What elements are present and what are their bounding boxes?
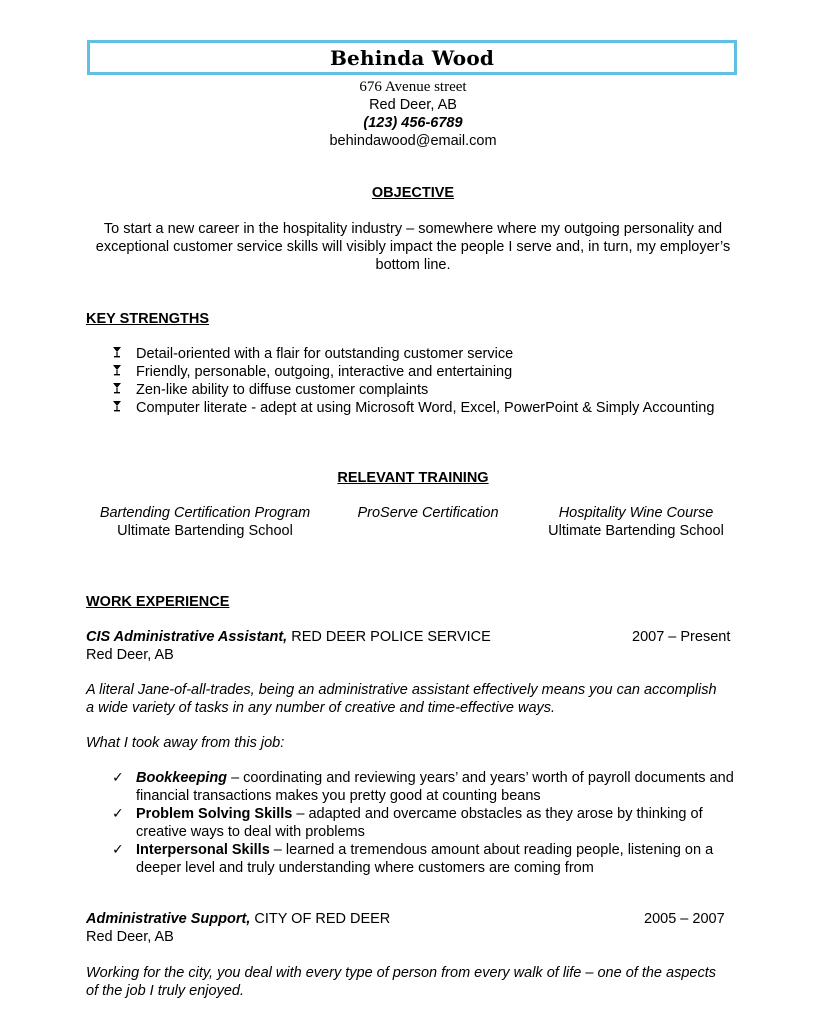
training-item	[340, 504, 516, 522]
job-dates: 2005 – 2007	[644, 911, 725, 927]
training-section	[86, 504, 736, 544]
applicant-name: Behinda Wood	[329, 45, 495, 70]
job-summary: A literal Jane-of-all-trades, being an administrative assistant effectively means you can accomplish a wide variety of tasks in any number of creative and time-effective ways.	[86, 682, 717, 716]
training-item	[536, 504, 736, 540]
name-header-box	[87, 40, 737, 75]
list-item	[112, 805, 742, 841]
martini-glass-icon	[112, 364, 122, 376]
list-item	[112, 381, 732, 399]
takeaway-label: What I took away from this job:	[86, 735, 285, 751]
training-course: Hospitality Wine Course	[558, 505, 714, 521]
strengths-list	[112, 345, 732, 417]
list-item	[112, 363, 732, 381]
checkmark-icon: ✓	[112, 842, 124, 858]
strength-text: Computer literate - adept at using Microsoft Word, Excel, PowerPoint & Simply Accounting	[136, 400, 715, 416]
job-title-line	[86, 628, 738, 646]
list-item	[112, 399, 732, 417]
skill-desc: – adapted and overcame obstacles as they arose by thinking of creative ways to deal with problems	[136, 806, 703, 840]
strength-text: Friendly, personable, outgoing, interactive and entertaining	[136, 364, 513, 380]
work-experience-heading: WORK EXPERIENCE	[86, 594, 230, 610]
job-dates: 2007 – Present	[632, 629, 731, 645]
list-item	[112, 841, 742, 877]
list-item	[112, 345, 732, 363]
objective-text: To start a new career in the hospitality industry – somewhere where my outgoing personality and exceptional customer service skills will visibly impact the people I serve and, in turn, my employer’s bottom line.	[95, 221, 731, 273]
skill-desc: – learned a tremendous amount about reading people, listening on a deeper level and truly understanding where customers are coming from	[136, 842, 714, 876]
skill-name: Bookkeeping	[136, 770, 228, 786]
list-item	[112, 769, 742, 805]
relevant-training-heading: RELEVANT TRAINING	[337, 470, 489, 486]
job-summary: Working for the city, you deal with every type of person from every walk of life – one of the aspects of the job I truly enjoyed.	[86, 965, 716, 999]
job-location: Red Deer, AB	[86, 929, 174, 945]
checkmark-icon: ✓	[112, 770, 124, 786]
job-title-line	[86, 910, 738, 928]
address: 676 Avenue street	[359, 79, 467, 95]
martini-glass-icon	[112, 346, 122, 358]
phone: (123) 456-6789	[363, 115, 463, 131]
training-school: Ultimate Bartending School	[117, 523, 293, 539]
skills-list	[112, 769, 742, 877]
job-location: Red Deer, AB	[86, 647, 174, 663]
training-course: ProServe Certification	[357, 505, 499, 521]
job-employer: RED DEER POLICE SERVICE	[291, 629, 491, 645]
contact-info	[0, 78, 826, 150]
strength-text: Detail-oriented with a flair for outstanding customer service	[136, 346, 514, 362]
training-course: Bartending Certification Program	[99, 505, 311, 521]
skill-name: Interpersonal Skills	[136, 842, 270, 858]
martini-glass-icon	[112, 382, 122, 394]
strength-text: Zen-like ability to diffuse customer complaints	[136, 382, 429, 398]
training-item	[86, 504, 324, 540]
key-strengths-heading: KEY STRENGTHS	[86, 311, 210, 327]
skill-desc: – coordinating and reviewing years’ and years’ worth of payroll documents and financial transactions makes you pretty good at counting beans	[136, 770, 734, 804]
objective-heading: OBJECTIVE	[371, 185, 455, 201]
job-employer: CITY OF RED DEER	[254, 911, 391, 927]
email: behindawood@email.com	[329, 133, 497, 149]
training-school: Ultimate Bartending School	[548, 523, 724, 539]
job-title: CIS Administrative Assistant,	[86, 629, 288, 645]
martini-glass-icon	[112, 400, 122, 412]
city: Red Deer, AB	[369, 97, 457, 113]
job-title: Administrative Support,	[86, 911, 251, 927]
skill-name: Problem Solving Skills	[136, 806, 293, 822]
checkmark-icon: ✓	[112, 806, 124, 822]
